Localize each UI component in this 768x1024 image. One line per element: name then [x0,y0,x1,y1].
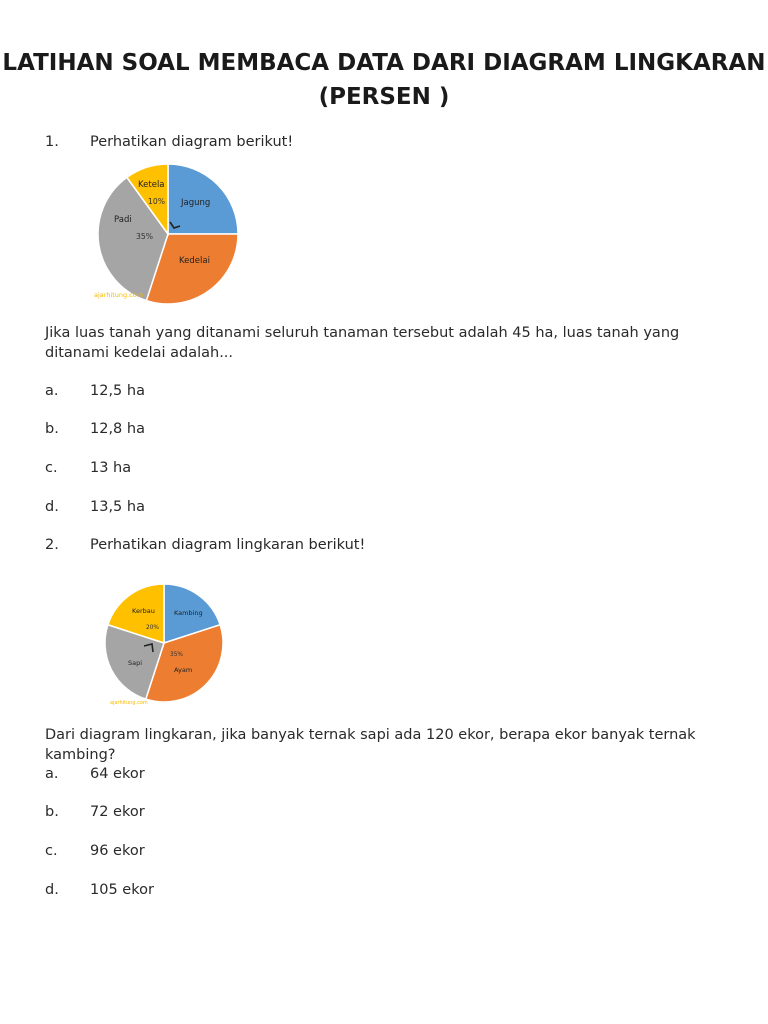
page-title: LATIHAN SOAL MEMBACA DATA DARI DIAGRAM LINGKARAN (PERSEN ) [2,50,766,110]
watermark: ajarhitung.com [110,700,148,706]
q2-option-c: 96 ekor [90,843,145,859]
pie-label-kedelai: Kedelai [179,256,210,266]
q1-option-a: 12,5 ha [90,383,145,399]
q2-option-d: 105 ekor [90,882,154,898]
q1-option-b-letter: b. [45,421,59,437]
q2-option-d-letter: d. [45,882,59,898]
pie-percent-kerbau: 20% [146,625,159,631]
pie-label-jagung: Jagung [181,198,211,208]
question-1-intro: Perhatikan diagram berikut! [90,134,294,150]
q2-option-b-letter: b. [45,804,59,820]
pie-percent-padi: 35% [136,232,153,241]
pie-percent-ayam: 35% [170,652,183,658]
pie-chart-1 [88,158,248,308]
pie-label-ketela: Ketela [138,180,165,190]
pie-label-padi: Padi [114,215,132,225]
pie-chart-2 [100,578,230,710]
question-2-number: 2. [45,537,59,553]
q2-option-a-letter: a. [45,766,59,782]
pie-label-sapi: Sapi [128,659,143,667]
question-1-number: 1. [45,134,59,150]
pie-percent-ketela: 10% [148,197,165,206]
pie-label-kerbau: Kerbau [132,607,155,615]
q2-option-c-letter: c. [45,843,58,859]
q1-option-c-letter: c. [45,460,58,476]
q2-option-b: 72 ekor [90,804,145,820]
q2-option-a: 64 ekor [90,766,145,782]
pie-label-kambing: Kambing [174,609,203,617]
question-2-text: Dari diagram lingkaran, jika banyak ternak sapi ada 120 ekor, berapa ekor banyak ternak kambing? [45,727,696,763]
watermark: ajarhitung.com [94,291,144,299]
pie-label-ayam: Ayam [174,666,193,674]
q1-option-c: 13 ha [90,460,132,476]
q1-option-d: 13,5 ha [90,499,145,515]
question-2-intro: Perhatikan diagram lingkaran berikut! [90,537,366,553]
q1-option-b: 12,8 ha [90,421,145,437]
question-1-text: Jika luas tanah yang ditanami seluruh tanaman tersebut adalah 45 ha, luas tanah yang ditanami kedelai adalah... [45,325,680,361]
q1-option-d-letter: d. [45,499,59,515]
q1-option-a-letter: a. [45,383,59,399]
